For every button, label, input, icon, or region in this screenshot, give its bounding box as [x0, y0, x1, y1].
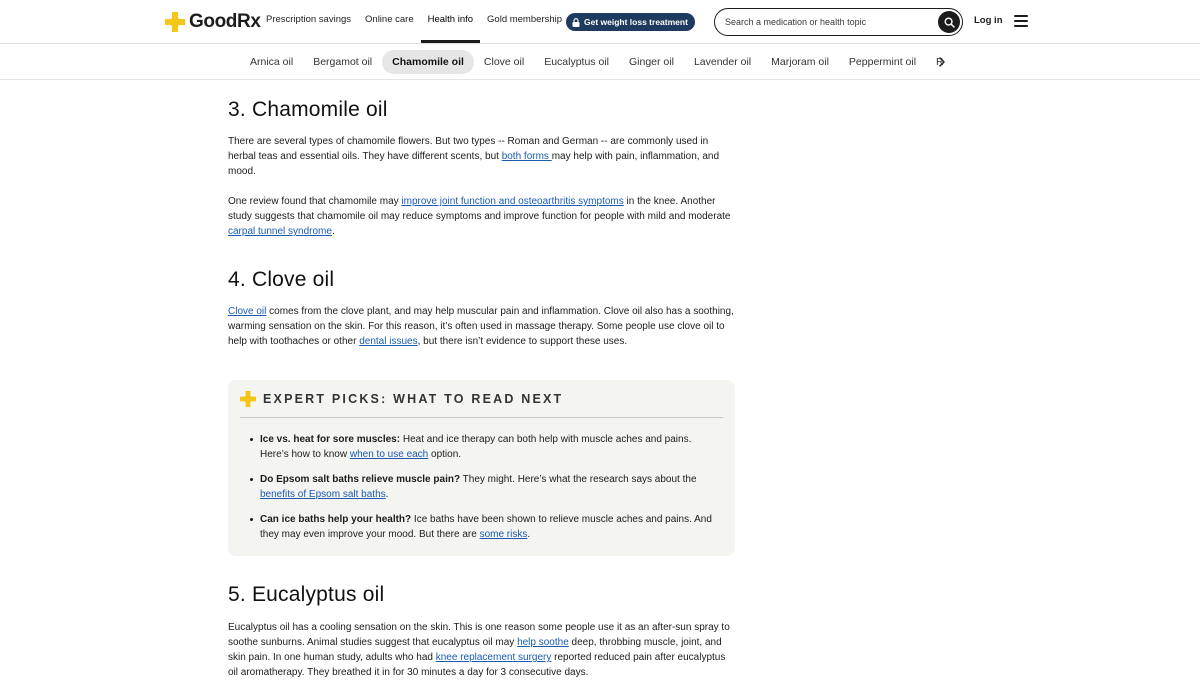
login-link[interactable]: Log in — [974, 15, 1003, 26]
text: . — [385, 489, 389, 500]
main-nav — [259, 0, 569, 43]
tab-eucalyptus-oil[interactable]: Eucalyptus oil — [544, 55, 609, 68]
text: Eucalyptus oil has a cooling sensation on the skin. This is one reason some people use it as an after-sun spray to soothe sunburns. Animal studies suggest that eucalyptus oil may — [228, 622, 730, 648]
section-heading-eucalyptus: 5. Eucalyptus oil — [228, 583, 385, 606]
weight-loss-button[interactable] — [566, 13, 695, 31]
nav-health-info[interactable]: Health info — [421, 0, 480, 43]
expert-picks-icon — [240, 391, 256, 407]
brand-name: GoodRx — [189, 11, 261, 32]
text: . — [527, 529, 531, 540]
item-title: Do Epsom salt baths relieve muscle pain? — [260, 474, 461, 485]
nav-gold-membership[interactable]: Gold membership — [487, 14, 563, 25]
menu-icon[interactable] — [1014, 15, 1028, 27]
text: deep, throbbing muscle, joint, and skin pain. In one human study, adults who had — [228, 637, 722, 663]
chamomile-paragraph-2 — [228, 194, 733, 239]
tab-clove-oil[interactable]: Clove oil — [483, 55, 525, 68]
item-title: Ice vs. heat for sore muscles: — [260, 434, 401, 445]
text: comes from the clove plant, and may help muscular pain and inflammation. Clove oil also has a soothing, warming sensation on the skin. For this reason, it’s often used in massage therapy. Some people use clove oil to help with toothaches or other — [228, 306, 734, 347]
tab-ginger-oil[interactable]: Ginger oil — [628, 55, 674, 68]
link-clove-oil[interactable]: Clove oil — [228, 306, 267, 317]
text: There are several types of chamomile flowers. But two types -- Roman and German -- are commonly used in herbal teas and essential oils. They have different scents, but — [228, 136, 709, 162]
list-item — [248, 472, 718, 502]
section-heading-chamomile: 3. Chamomile oil — [228, 98, 388, 121]
link-dental-issues[interactable]: dental issues — [359, 336, 418, 347]
link-epsom-salt-baths[interactable]: benefits of Epsom salt baths — [260, 489, 386, 500]
link-when-to-use-each[interactable]: when to use each — [349, 449, 429, 460]
nav-prescription-savings[interactable]: Prescription savings — [266, 14, 352, 25]
tab-bergamot-oil[interactable]: Bergamot oil — [313, 55, 373, 68]
expert-picks-list — [248, 432, 718, 552]
text: . — [331, 226, 335, 237]
item-title: Can ice baths help your health? — [260, 514, 412, 525]
tab-chamomile-oil[interactable]: Chamomile oil — [382, 50, 474, 74]
chamomile-paragraph-1 — [228, 134, 733, 179]
tab-lavender-oil[interactable]: Lavender oil — [693, 55, 752, 68]
text: They might. Here’s what the research says about the — [460, 474, 697, 485]
eucalyptus-paragraph — [228, 620, 738, 680]
tab-marjoram-oil[interactable]: Marjoram oil — [771, 55, 829, 68]
link-knee-replacement[interactable]: knee replacement surgery — [435, 652, 552, 663]
link-help-soothe[interactable]: help soothe — [517, 637, 569, 648]
goodrx-logo-icon — [165, 12, 185, 32]
expert-picks-box — [228, 380, 735, 556]
nav-online-care[interactable]: Online care — [365, 14, 414, 25]
weight-loss-label: Get weight loss treatment — [584, 17, 688, 27]
link-both-forms[interactable]: both forms — [501, 151, 552, 162]
text: in the knee. Another study suggests that chamomile oil may reduce symptoms and improve function for people with mild and moderate — [228, 196, 731, 222]
link-joint-function[interactable]: improve joint function and osteoarthritis symptoms — [401, 196, 624, 207]
clove-paragraph — [228, 304, 738, 349]
list-item — [248, 432, 718, 462]
lock-icon — [572, 18, 580, 27]
search-button[interactable] — [938, 11, 960, 33]
site-header — [0, 0, 1200, 44]
divider — [240, 417, 723, 418]
tab-peppermint-oil[interactable]: Peppermint oil — [848, 55, 917, 68]
text: option. — [428, 449, 462, 460]
link-some-risks[interactable]: some risks — [479, 529, 528, 540]
list-item — [248, 512, 718, 542]
expert-picks-header — [240, 391, 563, 407]
link-carpal-tunnel[interactable]: carpal tunnel syndrome — [228, 226, 332, 237]
text: reported reduced pain after eucalyptus oil aromatherapy. They breathed it in for 30 minutes a day for 3 consecutive days. — [228, 652, 726, 678]
text: One review found that chamomile may — [228, 196, 402, 207]
tab-arnica-oil[interactable]: Arnica oil — [250, 55, 294, 68]
text: Heat and ice therapy can both help with muscle aches and pains. Here’s how to know — [260, 434, 692, 460]
tab-partial-next[interactable]: R — [936, 55, 944, 68]
chevron-right-icon — [938, 57, 946, 67]
text: , but there isn’t evidence to support these uses. — [417, 336, 628, 347]
text: may help with pain, inflammation, and mood. — [228, 151, 720, 177]
oil-tab-bar — [0, 44, 1200, 80]
search-input[interactable] — [715, 10, 938, 34]
goodrx-logo[interactable] — [165, 11, 261, 33]
search-icon — [944, 17, 955, 28]
search-bar — [714, 8, 963, 36]
expert-picks-title: EXPERT PICKS: WHAT TO READ NEXT — [263, 392, 564, 406]
oil-tabs — [240, 44, 944, 79]
text: Ice baths have been shown to relieve muscle aches and pains. And they may even improve your mood. But there are — [260, 514, 712, 540]
tabs-scroll-right-button[interactable] — [935, 55, 949, 69]
section-heading-clove: 4. Clove oil — [228, 268, 335, 291]
